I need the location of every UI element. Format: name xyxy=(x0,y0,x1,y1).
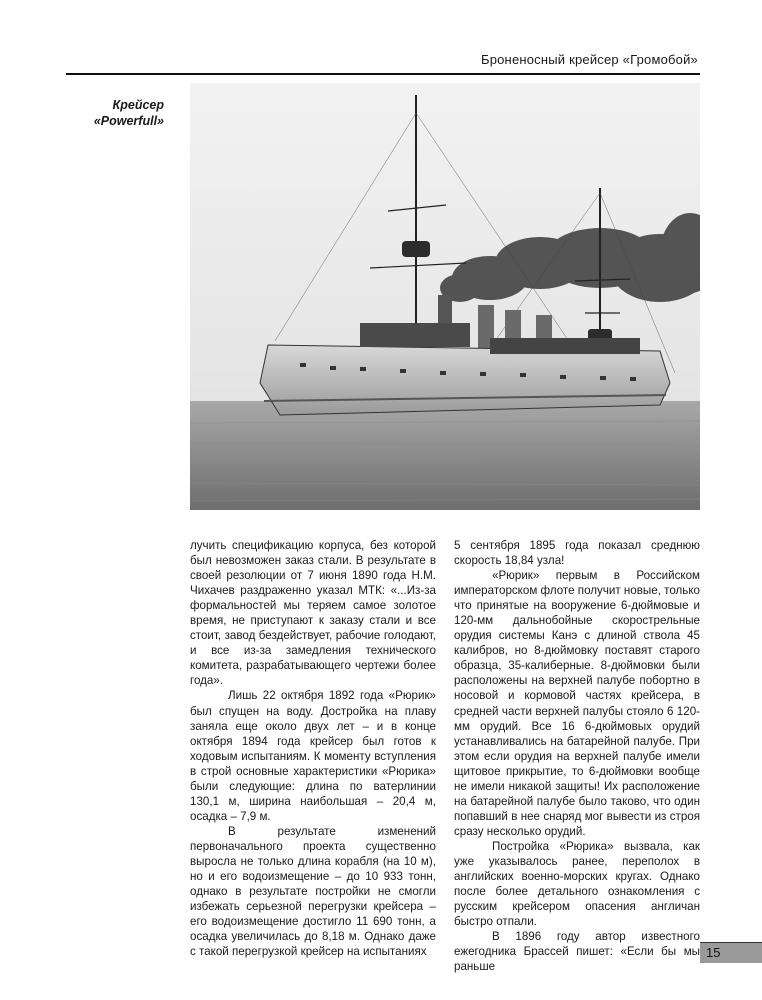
cruiser-photo-image xyxy=(190,83,700,510)
left-paragraph-1: лучить спецификацию корпуса, без которой был невозможен заказ стали. В результате в своей резолюции от 7 июня 1890 года Н.М. Чихачев раздраженно указал МТК: «...Из-за формальностей мы теряем самое золотое время, не приступают к заказу стали и все стоит, завод бездействует, рабочие голодают, и все из-за замедления технического комитета, разрабатывающего чертежи более года». xyxy=(190,539,436,688)
caption-line-2: «Powerfull» xyxy=(93,114,164,128)
header-rule xyxy=(66,73,700,75)
left-paragraph-2: Лишь 22 октября 1892 года «Рюрик» был спущен на воду. Достройка на плаву заняла еще около двух лет – и в конце октября 1894 года крейсер был готов к ходовым испытаниям. К моменту вступления в строй основные характеристики «Рюрика» были следующие: длина по ватерлинии 130,1 м, ширина наибольшая – 20,4 м, осадка – 7,9 м. xyxy=(190,689,436,823)
right-column xyxy=(454,538,700,974)
page-number-box xyxy=(700,942,762,963)
caption-line-1: Крейсер xyxy=(112,98,164,112)
page-number: 15 xyxy=(706,945,721,960)
cruiser-photo xyxy=(190,83,700,510)
right-paragraph-4: В 1896 году автор известного ежегодника Брассей пишет: «Если бы мы раньше xyxy=(454,930,700,974)
right-paragraph-3: Постройка «Рюрика» вызвала, как уже указывалось ранее, переполох в английских военно-морских кругах. Однако после более детального ознакомления с русским крейсером опасения англичан быстро отпали. xyxy=(454,839,700,929)
header-title: Броненосный крейсер «Громобой» xyxy=(480,52,698,67)
left-column xyxy=(190,538,436,959)
right-paragraph-1: 5 сентября 1895 года показал среднюю скорость 18,84 узла! xyxy=(454,539,700,568)
right-paragraph-2: «Рюрик» первым в Российском императорском флоте получит новые, только что принятые на вооружение 6-дюймовые и 120-мм дальнобойные скорострельные орудия системы Канэ с длиной ствола 45 калибров, но 8-дюймовку поставят старого образца, 35-калиберные. 8-дюймовки были расположены на верхней палубе побортно в носовой и кормовой частях крейсера, в средней части верхней палубы стояло 6 120-мм орудий. Все 16 6-дюймовых орудий устанавливались на батарейной палубе. При этом если орудия на верхней палубе имели щитовое прикрытие, то 6-дюймовки вообще не имели никакой защиты! Их расположение на батарейной палубе было таково, что один попавший в нее снаряд мог вывести из строя сразу несколько орудий. xyxy=(454,569,700,838)
photo-caption xyxy=(72,97,164,129)
left-paragraph-3: В результате изменений первоначального проекта существенно выросла не только длина корабля (на 10 м), но и его водоизмещение – до 10 933 тонн, однако в результате постройки не смогли избежать серьезной перегрузки крейсера – его водоизмещение достигло 11 690 тонн, а осадка увеличилась до 8,18 м. Однако даже с такой перегрузкой крейсер на испытаниях xyxy=(190,824,436,959)
